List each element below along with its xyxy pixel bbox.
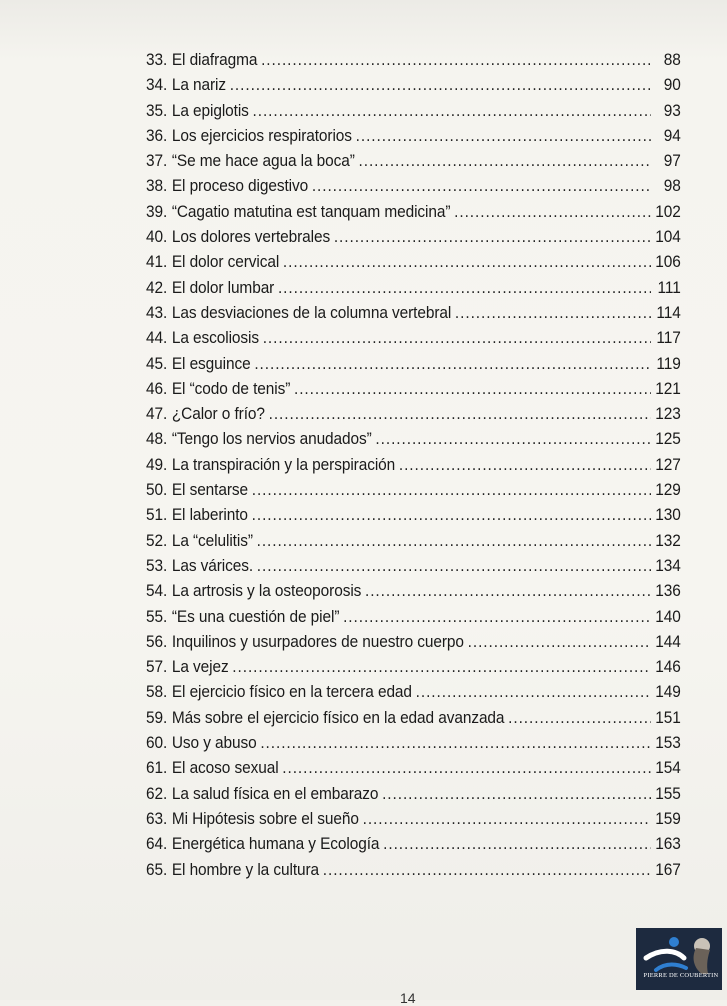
toc-entry-title: “Se me hace agua la boca” [171, 151, 355, 171]
toc-entry-number: 41. [146, 252, 168, 272]
toc-entry-number: 47. [146, 404, 168, 424]
toc-entry-page: 123 [655, 404, 681, 424]
toc-entry-title: El hombre y la cultura [171, 859, 320, 879]
toc-entry-number: 40. [146, 227, 168, 247]
toc-entry [146, 629, 681, 654]
toc-dot-leader [263, 325, 651, 350]
toc-dot-leader [375, 426, 651, 451]
toc-dot-leader [468, 629, 651, 654]
toc-entry-page: 149 [655, 682, 681, 702]
toc-entry [146, 604, 681, 629]
toc-entry [146, 831, 681, 856]
toc-dot-leader [252, 502, 651, 527]
toc-entry-number: 49. [146, 454, 168, 474]
toc-entry-page: 132 [655, 530, 681, 550]
toc-entry-title: Más sobre el ejercicio físico en la edad avanzada [171, 707, 505, 727]
toc-dot-leader [232, 654, 651, 679]
toc-entry-number: 37. [146, 151, 168, 171]
toc-entry [146, 553, 681, 578]
toc-dot-leader [334, 224, 651, 249]
toc-entry-title: Mi Hipótesis sobre el sueño [171, 808, 359, 828]
toc-entry [146, 528, 681, 553]
toc-dot-leader [269, 401, 651, 426]
toc-entry-title: El ejercicio físico en la tercera edad [171, 682, 412, 702]
toc-entry-title: Las várices. [171, 555, 254, 575]
toc-entry-number: 60. [146, 733, 168, 753]
toc-entry-title: Uso y abuso [171, 733, 257, 753]
toc-entry-title: La transpiración y la perspiración [171, 454, 396, 474]
toc-entry-number: 59. [146, 707, 168, 727]
toc-entry-title: Inquilinos y usurpadores de nuestro cuerpo [171, 631, 464, 651]
toc-entry-page: 111 [657, 277, 681, 297]
toc-entry-page: 127 [655, 454, 681, 474]
toc-entry [146, 224, 681, 249]
toc-dot-leader [261, 47, 651, 72]
toc-entry-page: 97 [663, 151, 681, 171]
toc-dot-leader [312, 173, 651, 198]
toc-entry-page: 144 [655, 631, 681, 651]
toc-entry [146, 730, 681, 755]
toc-entry-title: El acoso sexual [171, 758, 279, 778]
toc-entry [146, 275, 681, 300]
toc-dot-leader [230, 72, 651, 97]
toc-entry-title: El sentarse [171, 480, 249, 500]
toc-entry [146, 705, 681, 730]
toc-entry [146, 123, 681, 148]
toc-entry-page: 104 [655, 227, 681, 247]
toc-entry [146, 199, 681, 224]
toc-entry-number: 46. [146, 378, 168, 398]
toc-entry [146, 806, 681, 831]
toc-entry-number: 51. [146, 505, 168, 525]
toc-entry [146, 401, 681, 426]
toc-dot-leader [382, 781, 651, 806]
toc-entry-number: 58. [146, 682, 168, 702]
toc-entry-number: 53. [146, 555, 168, 575]
toc-dot-leader [253, 98, 651, 123]
toc-entry-page: 102 [655, 201, 681, 221]
toc-entry-title: Energética humana y Ecología [171, 834, 380, 854]
toc-entry-page: 140 [655, 606, 681, 626]
toc-dot-leader [254, 351, 651, 376]
toc-dot-leader [260, 730, 651, 755]
toc-entry [146, 249, 681, 274]
toc-entry-title: Los dolores vertebrales [171, 227, 331, 247]
toc-entry-number: 34. [146, 75, 168, 95]
toc-entry-number: 33. [146, 50, 168, 69]
table-of-contents [146, 47, 680, 882]
logo-caption: PIERRE DE COUBERTIN [643, 972, 719, 979]
toc-entry-number: 55. [146, 606, 168, 626]
toc-entry [146, 578, 681, 603]
toc-entry-number: 61. [146, 758, 168, 778]
toc-entry-number: 48. [146, 429, 168, 449]
toc-entry [146, 502, 681, 527]
toc-dot-leader [416, 679, 651, 704]
toc-entry-title: La salud física en el embarazo [171, 783, 379, 803]
toc-entry-page: 136 [655, 581, 681, 601]
toc-dot-leader [323, 857, 651, 882]
toc-dot-leader [283, 249, 651, 274]
toc-dot-leader [294, 376, 651, 401]
toc-entry-title: Los ejercicios respiratorios [171, 125, 352, 145]
toc-entry [146, 376, 681, 401]
toc-entry-number: 36. [146, 125, 168, 145]
toc-dot-leader [365, 578, 651, 603]
toc-entry [146, 47, 681, 72]
toc-entry-page: 155 [655, 783, 681, 803]
toc-entry [146, 325, 681, 350]
toc-entry-title: El “codo de tenis” [171, 378, 291, 398]
toc-entry-page: 119 [656, 353, 681, 373]
toc-entry-number: 45. [146, 353, 168, 373]
toc-dot-leader [383, 831, 651, 856]
toc-dot-leader [356, 123, 651, 148]
toc-entry [146, 679, 681, 704]
toc-entry-page: 154 [655, 758, 681, 778]
toc-entry-page: 125 [655, 429, 681, 449]
toc-entry [146, 755, 681, 780]
toc-dot-leader [455, 300, 651, 325]
toc-entry-number: 56. [146, 631, 168, 651]
toc-entry-page: 117 [656, 328, 681, 348]
toc-entry-page: 98 [663, 176, 681, 196]
toc-entry-title: El proceso digestivo [171, 176, 309, 196]
toc-entry-number: 52. [146, 530, 168, 550]
toc-entry-page: 90 [663, 75, 681, 95]
toc-entry [146, 654, 681, 679]
toc-entry-number: 65. [146, 859, 168, 879]
toc-entry-title: “Tengo los nervios anudados” [171, 429, 372, 449]
toc-entry-page: 134 [655, 555, 681, 575]
toc-entry [146, 452, 681, 477]
toc-entry [146, 857, 681, 882]
toc-entry-title: Las desviaciones de la columna vertebral [171, 302, 452, 322]
toc-entry [146, 148, 681, 173]
toc-dot-leader [257, 553, 651, 578]
toc-entry-page: 159 [655, 808, 681, 828]
toc-dot-leader [257, 528, 651, 553]
toc-entry-page: 167 [655, 859, 681, 879]
toc-entry [146, 72, 681, 97]
toc-dot-leader [278, 275, 651, 300]
toc-entry-title: El dolor cervical [171, 252, 280, 272]
toc-dot-leader [343, 604, 651, 629]
toc-entry-title: El dolor lumbar [171, 277, 275, 297]
toc-entry-page: 114 [656, 302, 681, 322]
runner-logo-icon [636, 928, 722, 990]
toc-entry-title: La nariz [171, 75, 226, 95]
toc-entry-page: 130 [655, 505, 681, 525]
toc-entry-page: 153 [655, 733, 681, 753]
toc-entry [146, 98, 681, 123]
toc-dot-leader [359, 148, 651, 173]
toc-entry-number: 44. [146, 328, 168, 348]
toc-entry-title: La “celulitis” [171, 530, 253, 550]
toc-entry-page: 151 [655, 707, 681, 727]
toc-entry-page: 121 [655, 378, 681, 398]
toc-dot-leader [399, 452, 651, 477]
toc-entry [146, 300, 681, 325]
toc-entry-title: “Es una cuestión de piel” [171, 606, 340, 626]
toc-entry-number: 62. [146, 783, 168, 803]
page-number: 14 [400, 990, 416, 1006]
toc-entry [146, 426, 681, 451]
toc-entry [146, 781, 681, 806]
toc-entry [146, 477, 681, 502]
toc-entry-page: 106 [655, 252, 681, 272]
toc-dot-leader [282, 755, 651, 780]
toc-entry-title: El diafragma [171, 50, 258, 69]
toc-dot-leader [363, 806, 651, 831]
toc-entry-page: 94 [663, 125, 681, 145]
toc-entry-number: 43. [146, 302, 168, 322]
toc-entry-page: 93 [663, 100, 681, 120]
toc-entry-title: El esguince [171, 353, 251, 373]
toc-entry-title: La escoliosis [171, 328, 259, 348]
toc-dot-leader [508, 705, 651, 730]
toc-entry-number: 50. [146, 480, 168, 500]
toc-entry [146, 351, 681, 376]
toc-entry-title: “Cagatio matutina est tanquam medicina” [171, 201, 451, 221]
toc-dot-leader [252, 477, 651, 502]
toc-entry-number: 38. [146, 176, 168, 196]
toc-entry-page: 146 [655, 657, 681, 677]
toc-dot-leader [454, 199, 651, 224]
toc-entry-number: 57. [146, 657, 168, 677]
toc-entry-number: 42. [146, 277, 168, 297]
toc-entry-page: 129 [655, 480, 681, 500]
toc-entry-title: El laberinto [171, 505, 248, 525]
toc-entry-title: La epiglotis [171, 100, 249, 120]
toc-entry-number: 54. [146, 581, 168, 601]
toc-entry-number: 35. [146, 100, 168, 120]
toc-entry-title: La vejez [171, 657, 229, 677]
toc-entry-title: La artrosis y la osteoporosis [171, 581, 362, 601]
toc-entry-number: 39. [146, 201, 168, 221]
toc-entry [146, 173, 681, 198]
toc-entry-number: 63. [146, 808, 168, 828]
toc-entry-number: 64. [146, 834, 168, 854]
toc-entry-page: 163 [655, 834, 681, 854]
toc-entry-page: 88 [663, 50, 681, 69]
toc-entry-title: ¿Calor o frío? [171, 404, 265, 424]
